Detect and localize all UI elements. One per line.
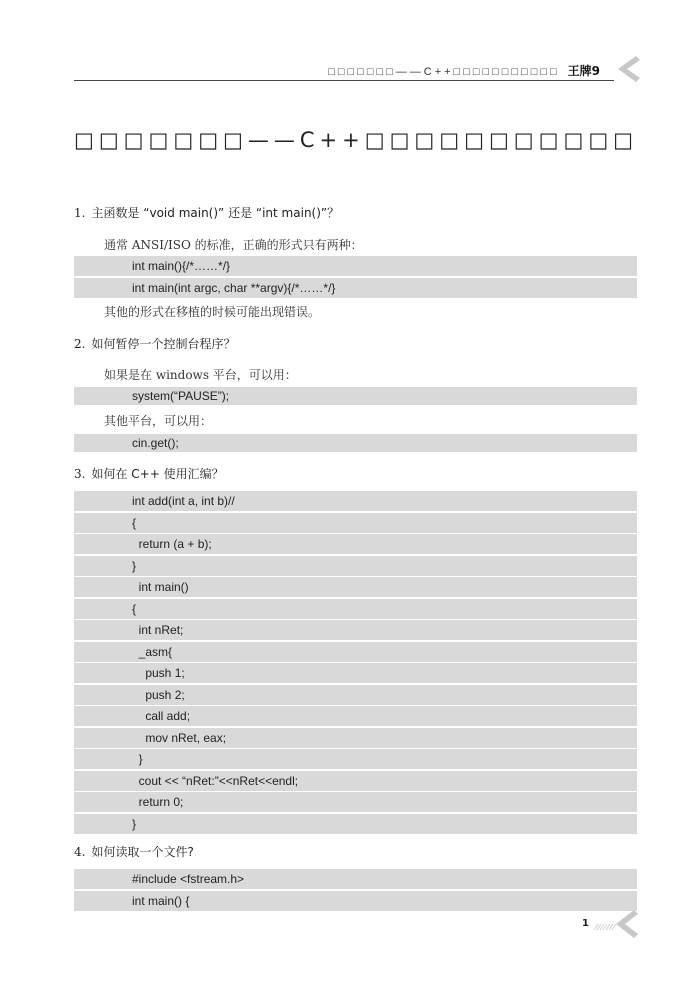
code-block-5	[74, 869, 637, 912]
code-line: {	[74, 599, 637, 619]
code-line: system(“PAUSE”);	[74, 387, 637, 405]
running-header	[74, 58, 614, 81]
code-line: cout << “nRet:”<<nRet<<endl;	[74, 771, 637, 791]
code-line: int main()	[74, 577, 637, 597]
paragraph: 其他的形式在移植的时候可能出现错误。	[104, 305, 321, 319]
footer-chevron-left-icon	[592, 908, 638, 940]
code-block-2	[74, 387, 637, 407]
code-line: {	[74, 513, 637, 533]
code-line: int main(){/*……*/}	[74, 256, 637, 276]
chevron-left-icon	[614, 54, 640, 84]
question-2: 2. 如何暂停一个控制台程序？	[74, 337, 236, 351]
paragraph: 通常 ANSI/ISO 的标准，正确的形式只有两种：	[104, 238, 363, 252]
code-line: int add(int a, int b)//	[74, 491, 637, 511]
code-line: int main(int argc, char **argv){/*……*/}	[74, 278, 637, 298]
code-line: cin.get();	[74, 434, 637, 452]
code-line: call add;	[74, 706, 637, 726]
code-line: push 2;	[74, 685, 637, 705]
question-4: 4. 如何读取一个文件?	[74, 845, 194, 859]
code-line: }	[74, 814, 637, 834]
page-title: □□□□□□□——C++□□□□□□□□□□□	[74, 128, 638, 152]
question-1: 1. 主函数是 “void main()” 还是 “int main()”？	[74, 206, 340, 220]
code-block-3	[74, 434, 637, 454]
code-line: int nRet;	[74, 620, 637, 640]
header-brand: 王牌9	[567, 64, 600, 78]
page-number: 1	[582, 918, 589, 929]
paragraph: 如果是在 windows 平台，可以用：	[104, 368, 297, 382]
code-line: return 0;	[74, 792, 637, 812]
code-line: #include <fstream.h>	[74, 869, 637, 889]
code-line: push 1;	[74, 663, 637, 683]
code-line: }	[74, 749, 637, 769]
code-line: _asm{	[74, 642, 637, 662]
paragraph: 其他平台，可以用：	[104, 414, 213, 428]
code-line: return (a + b);	[74, 534, 637, 554]
code-line: int main() {	[74, 891, 637, 911]
code-line: mov nRet, eax;	[74, 728, 637, 748]
code-line: }	[74, 556, 637, 576]
header-text: □□□□□□□——C++□□□□□□□□□□□ 王牌9	[328, 64, 600, 78]
question-3: 3. 如何在 C++ 使用汇编？	[74, 467, 224, 481]
code-block-4	[74, 491, 637, 835]
code-block-1	[74, 256, 637, 299]
